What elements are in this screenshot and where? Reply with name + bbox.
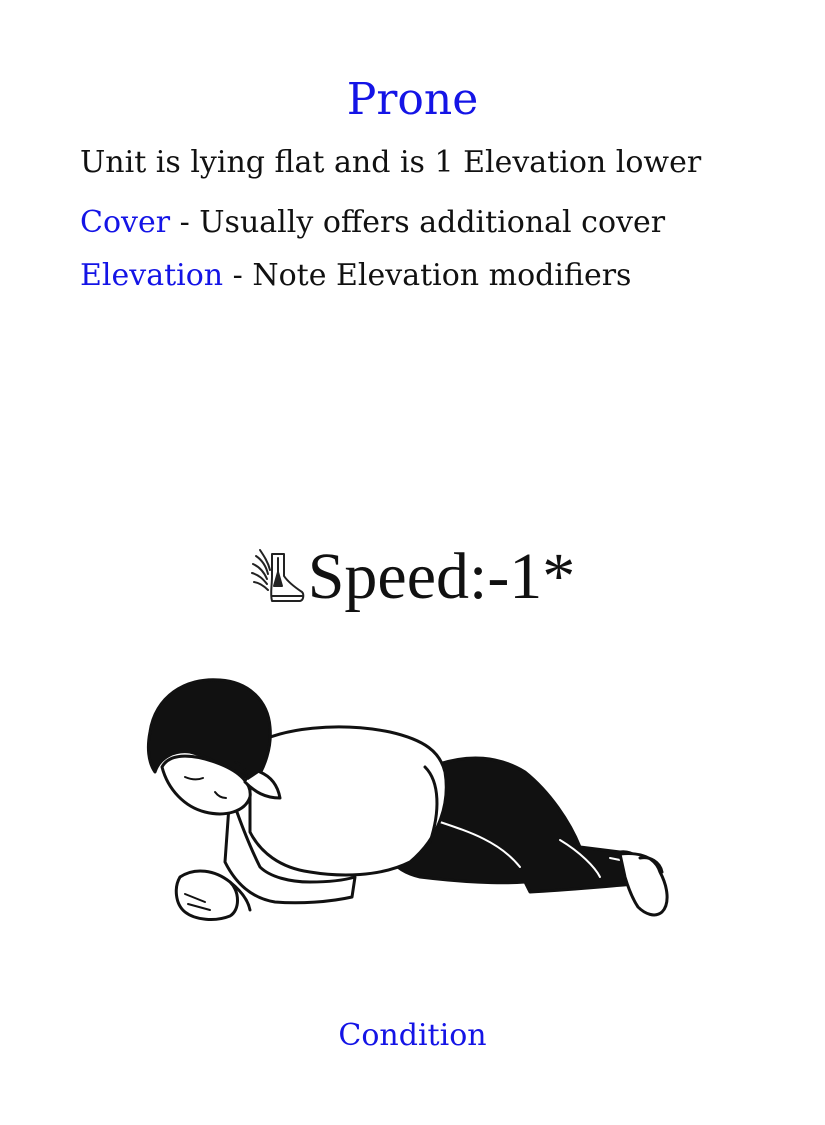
- rule-cover: [80, 203, 665, 243]
- rule-keyword: Elevation: [80, 258, 224, 293]
- card-description: Unit is lying flat and is 1 Elevation lower: [80, 145, 702, 180]
- winged-boot-icon: [250, 546, 306, 608]
- card-type-label: Condition: [338, 1018, 487, 1053]
- rule-keyword: Cover: [80, 205, 171, 240]
- card-title: Prone: [346, 74, 479, 125]
- rule-text: - Usually offers additional cover: [170, 205, 666, 240]
- speed-value: Speed:-1*: [307, 540, 576, 613]
- rule-text: - Note Elevation modifiers: [223, 258, 632, 293]
- prone-person-illustration: [140, 672, 685, 947]
- rule-elevation: [80, 256, 631, 296]
- speed-stat: [0, 540, 825, 614]
